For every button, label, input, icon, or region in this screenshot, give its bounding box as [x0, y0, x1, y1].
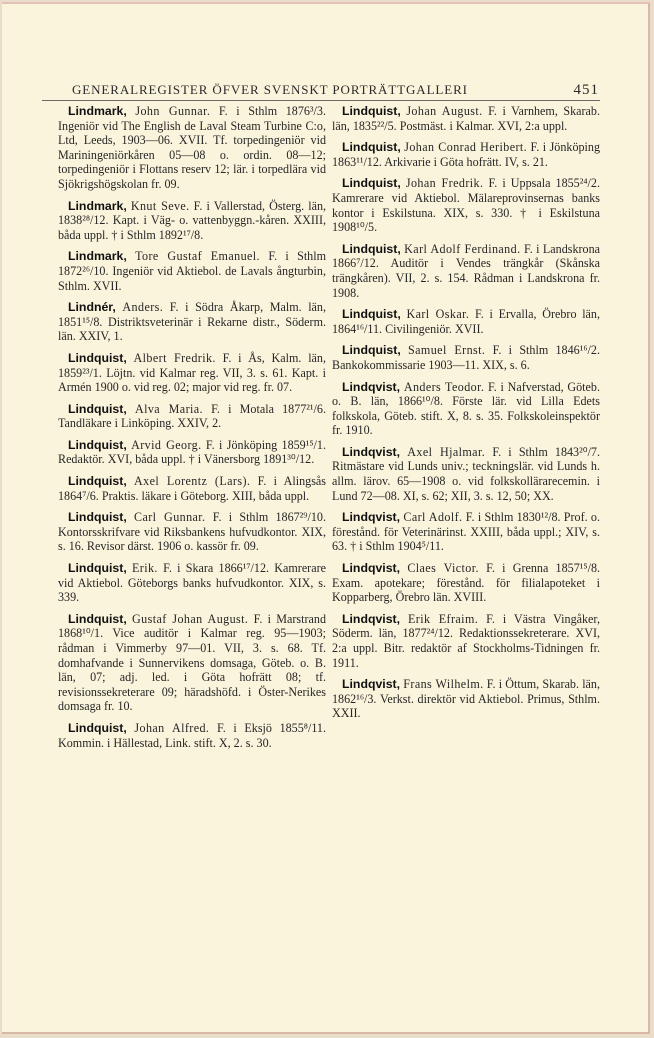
register-entry	[58, 402, 326, 431]
entry-given-names: Knut Seve.	[130, 198, 190, 213]
register-entry	[58, 561, 326, 605]
register-entry	[58, 612, 326, 714]
entry-surname: Lindqvist,	[342, 510, 401, 525]
register-entry	[58, 474, 326, 503]
entry-surname: Lindquist,	[342, 104, 401, 118]
register-entry	[332, 140, 600, 169]
entry-given-names: Johan Alfred.	[134, 720, 210, 735]
entry-surname: Lindquist,	[68, 401, 127, 416]
entry-surname: Lindquist,	[68, 437, 127, 452]
entry-given-names: Erik Efraim.	[408, 611, 479, 626]
entry-given-names: Carl Adolf.	[403, 510, 463, 525]
entry-surname: Lindnér,	[68, 300, 116, 315]
entry-details: F. i Sthlm 1876³/3. Ingeniör vid The English de Laval Steam Turbine C:o, Ltd, Leeds, 1903—06. XVII. Tf. torpedingeniör vid Mariningeniörkåren 05—08 o. ordin. 08—12; torpedingeniör i Flottans reserv 12; lär. i torpedlära vid Sjökrigshögskolan fr. 09.	[58, 104, 326, 191]
entry-surname: Lindquist,	[68, 510, 127, 525]
register-entry	[332, 380, 600, 438]
entry-details: F. i Sthlm 1830¹²/8. Prof. o. förestånd. för Veterinärinst. XXIII, båda uppl.; XIV, s. 63. † i Sthlm 1904⁵/11.	[332, 510, 600, 554]
register-entry	[332, 561, 600, 605]
entry-details: F. i Uppsala 1855²⁴/2. Kamrerare vid Aktiebol. Mälareprovinsernas banks kontor i Eskilstuna. XIX, s. 330. † i Eskilstuna 1908¹⁰/5.	[332, 176, 600, 235]
register-entry	[58, 300, 326, 344]
entry-surname: Lindqvist,	[342, 444, 401, 459]
entry-surname: Lindquist,	[342, 176, 401, 191]
entry-given-names: Axel Lorentz (Lars).	[134, 474, 251, 489]
register-entry	[58, 438, 326, 467]
register-entry	[332, 176, 600, 234]
entry-details: F. i Vallerstad, Österg. län, 1838²⁸/12. Kapt. i Väg- o. vattenbyggn.-kåren. XXIII, båda uppl. † i Sthlm 1892¹⁷/8.	[58, 198, 327, 242]
entry-details: F. i Ervalla, Örebro län, 1864¹⁶/11. Civilingeniör. XVII.	[332, 307, 600, 336]
entry-surname: Lindmark,	[68, 104, 127, 118]
entry-given-names: Johan Conrad Heribert.	[404, 140, 528, 155]
register-entry	[58, 721, 326, 750]
register-entry	[332, 612, 600, 670]
register-entry	[332, 445, 600, 503]
register-entry	[332, 242, 600, 300]
entry-details: F. i Varnhem, Skarab. län, 1835²²/5. Postmäst. i Kalmar. XVI, 2:a uppl.	[332, 104, 600, 133]
entry-details: F. i Motala 1877²¹/6. Tandläkare i Linköping. XXIV, 2.	[58, 401, 326, 431]
entry-surname: Lindquist,	[68, 561, 127, 576]
entry-given-names: Johan Fredrik.	[405, 176, 484, 191]
entry-given-names: Karl Adolf Ferdinand.	[404, 241, 521, 256]
entry-surname: Lindquist,	[68, 720, 127, 735]
entry-surname: Lindquist,	[342, 343, 401, 358]
entry-given-names: Tore Gustaf Emanuel.	[135, 249, 260, 264]
right-column	[332, 104, 600, 728]
register-entry	[332, 104, 600, 133]
running-title: GENERALREGISTER ÖFVER SVENSKT PORTRÄTTGALLERI	[72, 82, 468, 97]
entry-details: F. i Eksjö 1855⁸/11. Kommin. i Hällestad, Link. stift. X, 2. s. 30.	[58, 720, 327, 750]
running-header	[44, 82, 599, 99]
register-entry	[332, 677, 600, 721]
page-number: 451	[573, 82, 599, 98]
entry-given-names: Erik.	[132, 561, 158, 576]
entry-given-names: Alva Maria.	[134, 401, 203, 416]
entry-surname: Lindqvist,	[342, 677, 401, 692]
entry-details: F. i Skara 1866¹⁷/12. Kamrerare vid Aktiebol. Göteborgs banks hufvudkontor. XIX, s. 339.	[58, 561, 326, 605]
entry-surname: Lindquist,	[342, 307, 401, 322]
entry-details: F. i Alingsås 1864⁷/6. Praktis. läkare i Göteborg. XIII, båda uppl.	[58, 474, 326, 503]
entry-given-names: Carl Gunnar.	[134, 510, 206, 525]
register-entry	[58, 104, 326, 192]
entry-given-names: Claes Victor.	[407, 561, 479, 576]
entry-surname: Lindquist,	[68, 350, 127, 365]
header-rule	[42, 100, 600, 101]
entry-surname: Lindquist,	[342, 241, 401, 256]
entry-details: F. i Sthlm 1867²⁹/10. Kontorsskrifvare vid Riksbankens hufvudkontor. XIX, s. 16. Revisor därst. 1906 o. kassör fr. 09.	[58, 510, 326, 554]
entry-given-names: John Gunnar.	[135, 104, 211, 118]
register-entry	[58, 351, 326, 395]
entry-given-names: Albert Fredrik.	[133, 350, 216, 365]
register-entry	[58, 510, 326, 554]
entry-given-names: Frans Wilhelm.	[403, 677, 484, 692]
entry-surname: Lindqvist,	[342, 379, 401, 394]
entry-surname: Lindqvist,	[342, 561, 401, 576]
entry-given-names: Karl Oskar.	[406, 307, 470, 322]
entry-details: F. i Jönköping 1859¹⁵/1. Redaktör. XVI, båda uppl. † i Vänersborg 1891³⁰/12.	[58, 437, 326, 467]
register-entry	[58, 249, 326, 293]
entry-details: F. i Ås, Kalm. län, 1859²³/1. Löjtn. vid Kalmar reg. VII, 3. s. 61. Kapt. i Armén 1900 o. vid reg. 02; major vid reg. fr. 07.	[58, 350, 326, 395]
entry-given-names: Arvid Georg.	[131, 437, 202, 452]
register-entry	[58, 199, 326, 243]
entry-surname: Lindquist,	[68, 611, 127, 626]
entry-details: F. i Västra Vingåker, Söderm. län, 1877²⁴/12. Redaktionssekreterare. XVI, 2:a uppl. Bitr. redaktör af Stockholms-Tidningen fr. 1911.	[332, 611, 600, 670]
register-entry	[332, 343, 600, 372]
entry-surname: Lindqvist,	[342, 611, 401, 626]
entry-details: F. i Jönköping 1863¹¹/12. Arkivarie i Göta hofrätt. IV, s. 21.	[332, 140, 600, 169]
register-entry	[332, 307, 600, 336]
entry-surname: Lindquist,	[342, 140, 401, 155]
left-column	[58, 104, 326, 757]
entry-surname: Lindmark,	[68, 249, 127, 264]
entry-surname: Lindquist,	[68, 474, 127, 489]
entry-given-names: Axel Hjalmar.	[407, 444, 486, 459]
entry-details: F. i Sthlm 1843²⁰/7. Ritmästare vid Lunds univ.; teckningslär. vid Lunds h. allm. lärov. 65—1908 o. vid folkskollärareсemin. i Lund 72—08. XI, s. 62; XII, 3. s. 12, 50; XX.	[332, 444, 600, 503]
entry-given-names: Samuel Ernst.	[408, 343, 486, 358]
book-page	[2, 2, 650, 1034]
entry-details: F. i Grenna 1857¹⁵/8. Exam. apotekare; förestånd. för filialapoteket i Kopparberg, Örebro län. XVIII.	[332, 561, 601, 605]
entry-details: F. i Sthlm 1846¹⁶/2. Bankokommissarie 1903—11. XIX, s. 6.	[332, 343, 600, 372]
entry-given-names: Anders Teodor.	[403, 379, 485, 394]
entry-details: F. i Södra Åkarp, Malm. län, 1851¹⁵/8. Distriktsveterinär i Rekarne distr., Söderm. län. XXIV, 1.	[58, 300, 326, 344]
entry-given-names: Gustaf Johan August.	[132, 611, 249, 626]
entry-details: F. i Nafverstad, Göteb. o. B. län, 1866¹⁰/8. Förste lär. vid Lilla Edets folkskola, Göteb. stift. X, 8. s. 35. Folkskoleinspektör fr. 1910.	[332, 379, 600, 438]
register-entry	[332, 510, 600, 554]
entry-surname: Lindmark,	[68, 198, 127, 213]
entry-details: F. i Öttum, Skarab. län, 1862¹⁶/3. Verkst. direktör vid Aktiebol. Primus, Sthlm. XXII.	[332, 677, 600, 721]
entry-details: F. i Sthlm 1872²⁶/10. Ingeniör vid Aktiebol. de Lavals ångturbin, Sthlm. XVII.	[58, 249, 326, 293]
entry-given-names: Anders.	[122, 300, 164, 315]
entry-details: F. i Marstrand 1868¹⁰/1. Vice auditör i Kalmar reg. 95—1903; rådman i Vimmerby 97—01. VII, 3. s. 68. Tf. domhafvande i Sunnervikens domsaga, Göteb. o. B. län, 07; adj. led. i Göta hofrätt 08; tf. revisionssekreterare 09; häradshöfd. i Öster-Nerikes domsaga fr. 10.	[58, 611, 326, 714]
entry-given-names: Johan August.	[406, 104, 483, 118]
entry-details: F. i Landskrona 1866⁷/12. Auditör i Vendes trängkår (Skånska trängkåren). VII, 2. s. 154. Rådman i Landskrona fr. 1908.	[332, 241, 601, 300]
